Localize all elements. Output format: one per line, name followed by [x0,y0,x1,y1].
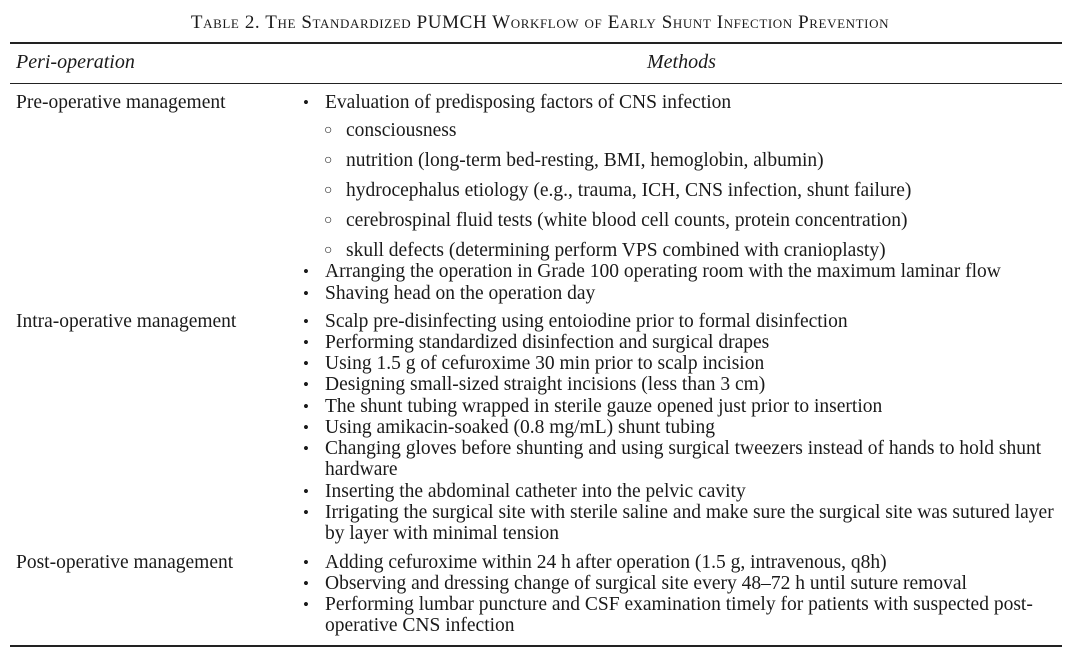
section-label-intra: Intra-operative management [16,311,237,332]
list-item: Using 1.5 g of cefuroxime 30 min prior to scalp incision [325,353,765,374]
list-item: Inserting the abdominal catheter into the pelvic cavity [325,481,746,502]
bullet-icon: • [303,574,309,593]
bullet-icon: • [303,439,309,458]
header-rule [10,83,1062,84]
circle-bullet-icon: ○ [324,213,333,228]
bullet-icon: • [303,284,309,303]
list-item: Arranging the operation in Grade 100 operating room with the maximum laminar flow [325,261,1001,282]
list-item: The shunt tubing wrapped in sterile gauze opened just prior to insertion [325,396,883,417]
list-item: Changing gloves before shunting and using surgical tweezers instead of hands to hold shunt hardware [325,438,1042,480]
bullet-icon: • [303,595,309,614]
bullet-icon: • [303,93,309,112]
list-item: Observing and dressing change of surgical site every 48–72 h until suture removal [325,573,967,594]
bottom-rule [10,645,1062,647]
bullet-icon: • [303,553,309,572]
section-label-pre: Pre-operative management [16,92,226,113]
bullet-icon: • [303,418,309,437]
circle-bullet-icon: ○ [324,123,333,138]
sub-list-item: hydrocephalus etiology (e.g., trauma, ICH, CNS infection, shunt failure) [346,180,912,201]
bullet-icon: • [303,354,309,373]
list-item: Performing standardized disinfection and surgical drapes [325,332,770,353]
sub-list-item: consciousness [346,120,457,141]
list-item: Evaluation of predisposing factors of CNS infection [325,92,732,113]
sub-list-item: skull defects (determining perform VPS combined with cranioplasty) [346,240,886,261]
bullet-icon: • [303,333,309,352]
bullet-icon: • [303,312,309,331]
list-item: Irrigating the surgical site with sterile saline and make sure the surgical site was sutured layer by layer with minimal tension [325,502,1054,544]
sub-list-item: cerebrospinal fluid tests (white blood cell counts, protein concentration) [346,210,908,231]
col-header-methods: Methods [647,51,716,73]
bullet-icon: • [303,482,309,501]
list-item: Scalp pre-disinfecting using entoiodine prior to formal disinfection [325,311,848,332]
sub-list-item: nutrition (long-term bed-resting, BMI, hemoglobin, albumin) [346,150,824,171]
bullet-icon: • [303,262,309,281]
bullet-icon: • [303,375,309,394]
list-item: Designing small-sized straight incisions (less than 3 cm) [325,374,766,395]
list-item: Shaving head on the operation day [325,283,596,304]
top-rule [10,42,1062,44]
col-header-periop: Peri-operation [16,51,135,73]
list-item: Using amikacin-soaked (0.8 mg/mL) shunt tubing [325,417,715,438]
bullet-icon: • [303,397,309,416]
circle-bullet-icon: ○ [324,183,333,198]
list-item: Adding cefuroxime within 24 h after operation (1.5 g, intravenous, q8h) [325,552,887,573]
bullet-icon: • [303,503,309,522]
table-caption: Table 2. The Standardized PUMCH Workflow of Early Shunt Infection Prevention [190,12,890,33]
section-label-post: Post-operative management [16,552,234,573]
circle-bullet-icon: ○ [324,243,333,258]
list-item: Performing lumbar puncture and CSF examination timely for patients with suspected post-operative CNS infection [325,594,1033,636]
circle-bullet-icon: ○ [324,153,333,168]
